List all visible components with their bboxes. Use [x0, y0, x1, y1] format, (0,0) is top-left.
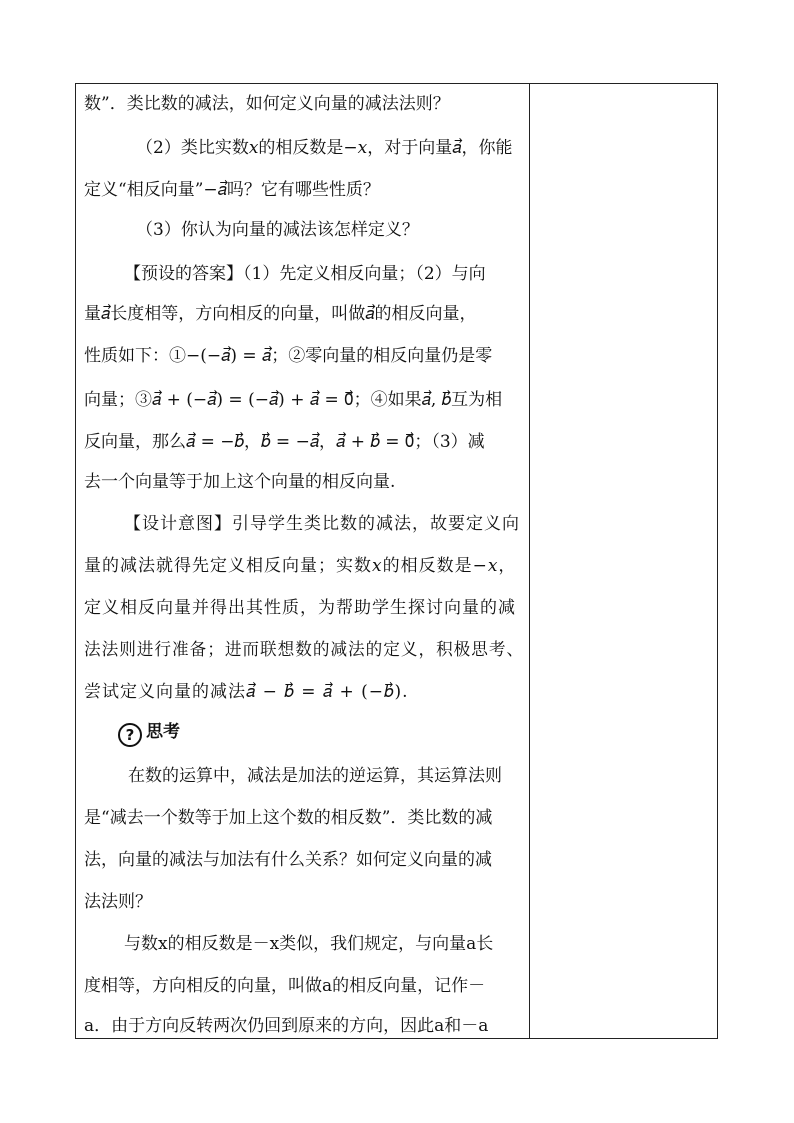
text-line: 向量；③𝑎⃗ + (−𝑎⃗) = (−𝑎⃗) + 𝑎⃗ = 0⃗；④如果𝑎⃗, 𝑏⃗互为相	[84, 390, 503, 410]
text-line: 定义相反向量并得出其性质，为帮助学生探讨向量的减	[84, 598, 516, 618]
text-line: 法法则进行准备；进而联想数的减法的定义，积极思考、	[84, 640, 525, 660]
text-line: 【预设的答案】（1）先定义相反向量；（2）与向	[124, 264, 486, 284]
text-line: 定义“相反向量”−𝑎⃗吗？它有哪些性质？	[84, 180, 380, 200]
text-line: 【设计意图】引导学生类比数的减法，故要定义向	[124, 514, 520, 534]
text-line: 与数x的相反数是－x类似，我们规定，与向量a长	[124, 934, 494, 954]
question-circle-icon: ?	[118, 723, 142, 747]
text-line: 是“减去一个数等于加上这个数的相反数”．类比数的减	[84, 808, 493, 828]
text-line: 量的减法就得先定义相反向量；实数𝑥的相反数是−𝑥，	[84, 556, 517, 576]
text-line: a．由于方向反转两次仍回到原来的方向，因此a和－a	[84, 1016, 489, 1036]
text-line: 性质如下：①−(−𝑎⃗) = 𝑎⃗；②零向量的相反向量仍是零	[84, 346, 493, 366]
think-label: 思考	[146, 722, 180, 742]
text-line: 量𝑎⃗长度相等，方向相反的向量，叫做𝑎⃗的相反向量，	[84, 304, 477, 324]
text-line: （2）类比实数𝑥的相反数是−𝑥，对于向量𝑎⃗，你能	[136, 138, 513, 158]
text-line: （3）你认为向量的减法该怎样定义？	[136, 220, 419, 240]
think-heading	[118, 720, 180, 747]
text-line: 去一个向量等于加上这个向量的相反向量.	[84, 472, 396, 492]
text-line: 度相等，方向相反的向量，叫做a的相反向量，记作－	[84, 976, 486, 996]
text-line: 在数的运算中，减法是加法的逆运算，其运算法则	[128, 766, 502, 786]
content-table	[75, 83, 718, 1039]
column-divider	[529, 84, 530, 1038]
text-line: 反向量，那么𝑎⃗ = −𝑏⃗，𝑏⃗ = −𝑎⃗，𝑎⃗ + 𝑏⃗ = 0⃗；（3）减	[84, 432, 485, 452]
text-line: 法法则？	[84, 892, 152, 912]
text-line: 尝试定义向量的减法𝑎⃗ − 𝑏⃗ = 𝑎⃗ + (−𝑏⃗).	[84, 682, 409, 702]
text-line: 法，向量的减法与加法有什么关系？如何定义向量的减	[84, 850, 492, 870]
text-line: 数”．类比数的减法，如何定义向量的减法法则？	[84, 94, 450, 114]
